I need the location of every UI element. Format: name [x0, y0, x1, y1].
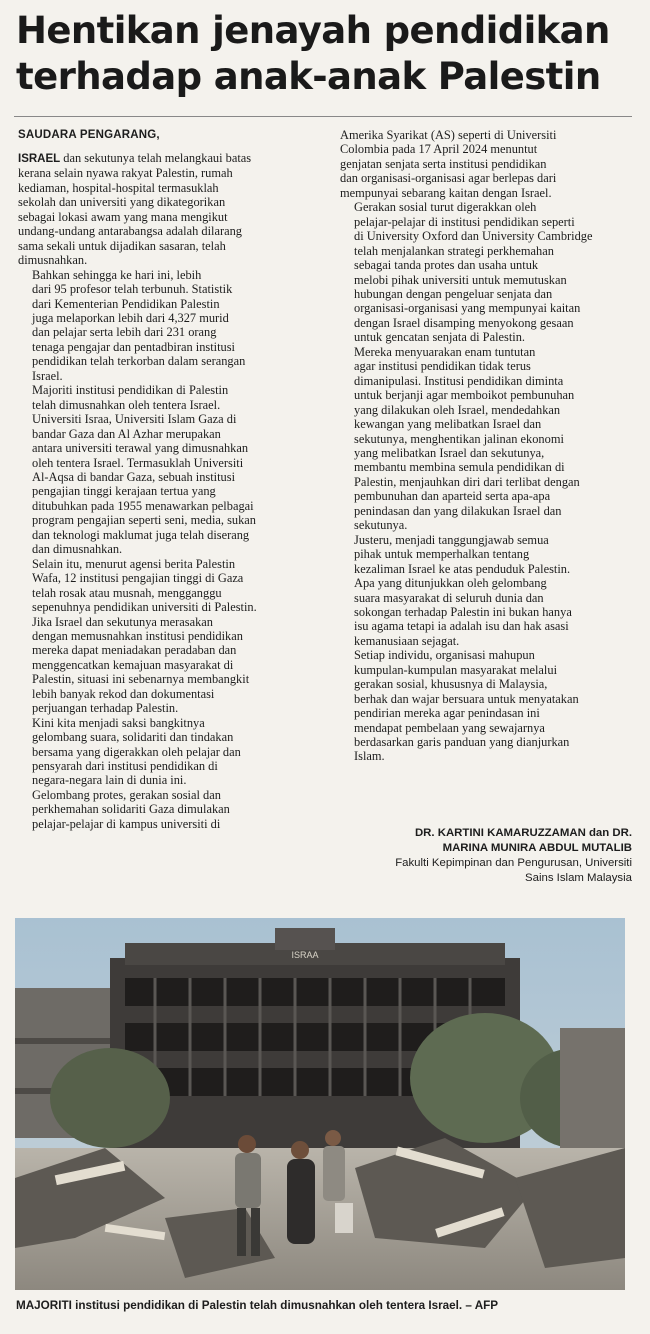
author-names-2: MARINA MUNIRA ABDUL MUTALIB	[442, 842, 632, 854]
paragraph	[340, 345, 632, 533]
text-line: kewangan yang melibatkan Israel dan	[354, 417, 542, 432]
text-line: dimanipulasi. Institusi pendidikan diminta	[354, 373, 564, 388]
paragraph	[18, 151, 310, 268]
text-line: sepenuhnya pendidikan universiti di Palestin.	[32, 600, 257, 615]
text-line: mempunyai sebarang kaitan dengan Israel.	[340, 185, 552, 200]
text-line: Colombia pada 17 April 2024 menuntut	[340, 142, 538, 157]
destroyed-university-photo	[15, 918, 625, 1290]
text-line: pendirian mereka agar penindasan ini	[354, 706, 540, 721]
text-line: dengan memusnahkan institusi pendidikan	[32, 628, 243, 643]
paragraph	[18, 268, 310, 384]
headline-line-2: terhadap anak-anak Palestin	[16, 55, 601, 98]
text-line: kezaliman Israel ke atas penduduk Palestin.	[354, 561, 571, 576]
text-line: program pengajian seperti seni, media, sukan	[32, 513, 256, 528]
headline	[16, 8, 636, 100]
text-line: genjatan senjata serta institusi pendidikan	[340, 156, 547, 171]
text-line: telah menjalankan strategi perkhemahan	[354, 243, 554, 258]
text-line: Gelombang protes, gerakan sosial dan	[32, 787, 221, 802]
text-line: sekutunya.	[354, 518, 408, 533]
text-line: dengan Israel disamping menyokong gesaan	[354, 315, 574, 330]
text-line: penindasan dan yang dilakukan Israel dan	[354, 503, 562, 518]
news-photo	[15, 918, 625, 1290]
text-line: sokongan terhadap Palestin ini bukan hanya	[354, 604, 572, 619]
text-line: berdasarkan garis panduan yang dianjurkan	[354, 735, 570, 750]
text-line: Selain itu, menurut agensi berita Palestin	[32, 556, 236, 571]
text-line: gerakan sosial, khususnya di Malaysia,	[354, 677, 548, 692]
text-line: Setiap individu, organisasi mahupun	[354, 648, 535, 663]
text-line: Justeru, menjadi tanggungjawab semua	[354, 532, 549, 547]
text-line: Apa yang ditunjukkan oleh gelombang	[354, 576, 547, 591]
paragraph	[340, 648, 632, 764]
text-line: Jika Israel dan sekutunya merasakan	[32, 614, 213, 629]
text-line: Wafa, 12 institusi pengajian tinggi di Gaza	[32, 571, 244, 586]
text-line: pembunuhan dan aparteid serta apa-apa	[354, 489, 551, 504]
text-line: sekolah dan universiti yang dikategorikan	[18, 195, 226, 210]
text-line: sama sekali untuk dijadikan sasaran, telah	[18, 238, 226, 253]
text-line: dan pelajar serta lebih dari 231 orang	[32, 325, 217, 340]
text-line: organisasi-organisasi yang mempunyai kaitan	[354, 301, 581, 316]
text-line: untuk berjanji agar memboikot pembunuhan	[354, 388, 575, 403]
text-line: dari 95 profesor telah terbunuh. Statistik	[32, 282, 233, 297]
paragraph	[18, 716, 310, 788]
text-line: negara-negara lain di dunia ini.	[32, 773, 187, 788]
text-line: perjuangan terhadap Palestin.	[32, 701, 179, 716]
text-line: hubungan dengan pengeluar senjata dan	[354, 286, 553, 301]
text-line: pelajar-pelajar di kampus universiti di	[32, 816, 221, 831]
text-line: yang dilakukan oleh Israel, mendedahkan	[354, 402, 561, 417]
text-line: dan organisasi-organisasi agar berlepas dari	[340, 171, 557, 186]
text-line: yang melibatkan Israel dan sekutunya,	[354, 445, 545, 460]
text-line: pendidikan telah terkorban dalam serangan	[32, 354, 246, 369]
text-line: dan dimusnahkan.	[32, 542, 123, 557]
text-line: bersama yang digerakkan oleh pelajar dan	[32, 744, 241, 759]
text-line: pensyarah dari institusi pendidikan di	[32, 759, 218, 774]
paragraph	[18, 383, 310, 556]
text-line: antara universiti terawal yang dimusnahkan	[32, 441, 249, 456]
author-affiliation: Fakulti Kepimpinan dan Pengurusan, Universiti	[395, 857, 632, 869]
salutation: SAUDARA PENGARANG,	[18, 129, 160, 141]
text-line: suara masyarakat di seluruh dunia dan	[354, 590, 544, 605]
text-line: isu agama tetapi ia adalah isu dan hak asasi	[354, 619, 569, 634]
text-line: Amerika Syarikat (AS) seperti di Universiti	[340, 128, 557, 142]
paragraph	[340, 533, 632, 649]
text-line: agar institusi pendidikan tidak terus	[354, 359, 531, 374]
text-line: perkhemahan solidariti Gaza dimulakan	[32, 802, 230, 817]
text-line: ditubuhkan pada 1955 menawarkan pelbagai	[32, 498, 254, 513]
text-line: Palestin, situasi ini sebenarnya membangkit	[32, 672, 250, 687]
text-line: lebih banyak rekod dan dokumentasi	[32, 686, 215, 701]
text-line: Gerakan sosial turut digerakkan oleh	[354, 200, 537, 215]
text-line: sebagai tanda protes dan usaha untuk	[354, 258, 539, 273]
text-line: sebagai lokasi awam yang mana mengikut	[18, 209, 228, 224]
text-line: pihak untuk memperhalkan tentang	[354, 547, 530, 562]
text-line: untuk gencatan senjata di Palestin.	[354, 330, 526, 345]
paragraph	[340, 128, 632, 200]
text-line: undang-undang antarabangsa adalah dilarang	[18, 224, 242, 239]
author-names: DR. KARTINI KAMARUZZAMAN dan DR.	[414, 827, 632, 839]
text-line: dimusnahkan.	[18, 253, 88, 268]
text-line: kediaman, hospital-hospital termasuklah	[18, 180, 219, 195]
text-line: mereka dapat meniadakan peradaban dan	[32, 643, 237, 658]
text-line: kumpulan-kumpulan masyarakat melalui	[354, 662, 558, 677]
lead-word: ISRAEL	[18, 153, 61, 165]
text-line: menggencatkan kemajuan masyarakat di	[32, 657, 234, 672]
text-line: membantu membina semula pendidikan di	[354, 460, 565, 475]
text-line: mendapat pembelaan yang sewajarnya	[354, 720, 545, 735]
building-sign: ISRAA	[291, 950, 319, 960]
headline-divider	[14, 116, 632, 117]
text-line: Al-Aqsa di bandar Gaza, sebuah institusi	[32, 469, 236, 484]
text-line: dari Kementerian Pendidikan Palestin	[32, 296, 220, 311]
right-column	[340, 128, 632, 764]
text-line: sekutunya, menghentikan jalinan ekonomi	[354, 431, 564, 446]
text-line: telah dimusnahkan oleh tentera Israel.	[32, 397, 221, 412]
text-line: Bahkan sehingga ke hari ini, lebih	[32, 267, 202, 282]
signature-block	[340, 826, 632, 886]
text-line: dan teknologi maklumat juga telah diserang	[32, 527, 250, 542]
left-column	[18, 128, 310, 831]
text-line: kerana selain nyawa rakyat Palestin, rumah	[18, 166, 233, 181]
text-line: kemanusiaan sejagat.	[354, 633, 460, 648]
text-line: Majoriti institusi pendidikan di Palestin	[32, 383, 229, 398]
text-line: di University Oxford dan University Cambridge	[354, 229, 593, 244]
text-line: juga melaporkan lebih dari 4,327 murid	[32, 310, 229, 325]
text-line: pelajar-pelajar di institusi pendidikan seperti	[354, 214, 575, 229]
paragraph	[18, 615, 310, 716]
text-line: bandar Gaza dan Al Azhar merupakan	[32, 426, 221, 441]
text-line: melobi pihak universiti untuk memutuskan	[354, 272, 567, 287]
text-line: Palestin, menjauhkan diri dari terlibat dengan	[354, 474, 580, 489]
paragraph	[18, 788, 310, 831]
author-affiliation-2: Sains Islam Malaysia	[525, 872, 632, 884]
text-line: Universiti Israa, Universiti Islam Gaza di	[32, 412, 237, 427]
text-line	[18, 151, 310, 166]
text-fragment: dan sekutunya telah melangkaui batas	[60, 151, 252, 165]
text-line: berhak dan wajar bersuara untuk menyatakan	[354, 691, 579, 706]
text-line: Islam.	[354, 749, 385, 764]
text-line: Mereka menyuarakan enam tuntutan	[354, 344, 536, 359]
text-line: telah rosak atau musnah, mengganggu	[32, 585, 222, 600]
text-line: pengajian tinggi kerajaan tertua yang	[32, 484, 216, 499]
paragraph	[340, 200, 632, 345]
text-line: tenaga pengajar dan pentadbiran institusi	[32, 339, 235, 354]
text-line: gelombang suara, solidariti dan tindakan	[32, 730, 234, 745]
photo-caption: MAJORITI institusi pendidikan di Palestin telah dimusnahkan oleh tentera Israel. – AFP	[16, 1299, 499, 1312]
headline-line-1: Hentikan jenayah pendidikan	[16, 9, 610, 52]
text-line: Kini kita menjadi saksi bangkitnya	[32, 715, 205, 730]
text-line: Israel.	[32, 368, 63, 383]
paragraph	[18, 557, 310, 615]
text-line: oleh tentera Israel. Termasuklah Universiti	[32, 455, 244, 470]
